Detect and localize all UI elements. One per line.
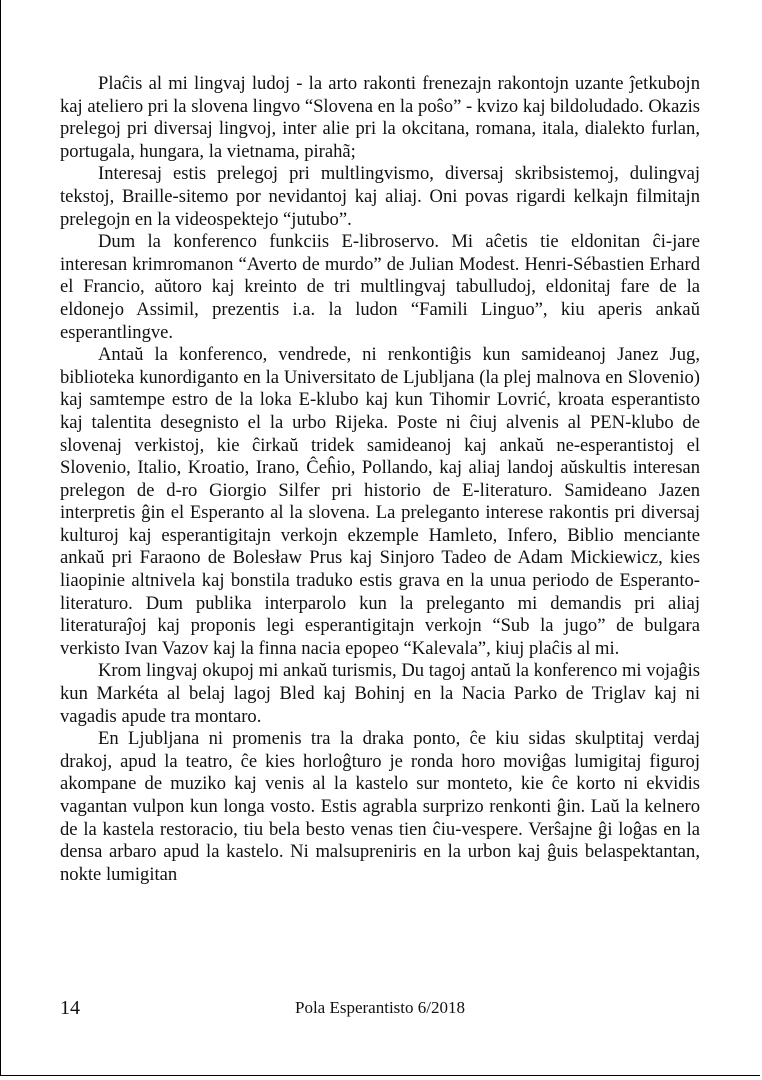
- paragraph-languages: Plaĉis al mi lingvaj ludoj - la arto rakonti frenezajn rakontojn uzante ĵetkubojn kaj ateliero pri la slovena lingvo “Slovena en la poŝo” - kvizo kaj bildoludado. Okazis prelegoj pri diversaj lingvoj, inter alie pri la okcitana, romana, itala, dialekto furlan, portugala, hungara, la vietnama, pirahã;: [60, 73, 700, 162]
- page-footer: [60, 997, 700, 1021]
- paragraph-pen-club: Antaŭ la konferenco, vendrede, ni renkontiĝis kun samideanoj Janez Jug, biblioteka kunordiganto en la Universitato de Ljubljana (la plej malnova en Slovenio) kaj samtempe estro de la loka E-klubo kaj kun Tihomir Lovrić, kroata esperantisto kaj talentita desegnisto el la urbo Rijeka. Poste ni ĉiuj alvenis al PEN-klubo de slovenaj verkistoj, kie ĉirkaŭ tridek samideanoj kaj ankaŭ ne-esperantistoj el Slovenio, Italio, Kroatio, Irano, Ĉeĥio, Pollando, kaj aliaj landoj aŭskultis interesan prelegon de d-ro Giorgio Silfer pri historio de E-literaturo. Samideano Jazen interpretis ĝin el Esperanto al la slovena. La preleganto interese rakontis pri diversaj kulturoj kaj esperantigitajn verkojn ekzemple Hamleto, Infero, Biblio menciante ankaŭ pri Faraono de Bolesław Prus kaj Sinjoro Tadeo de Adam Mickiewicz, kies liaopinie altnivela kaj bonstila traduko estis grava en la unua periodo de Esperanto-literaturo. Dum publika interparolo kun la preleganto mi demandis pri aliaj literaturaĵoj kaj proponis legi esperantigitajn verkojn “Sub la jugo” de bulgara verkisto Ivan Vazov kaj la finna nacia epopeo “Kalevala”, kiuj plaĉis al mi.: [60, 344, 700, 659]
- paragraph-tourism: Krom lingvaj okupoj mi ankaŭ turismis, Du tagoj antaŭ la konferenco mi vojaĝis kun Markéta al belaj lagoj Bled kaj Bohinj en la Nacia Parko de Triglav kaj ni vagadis apude tra montaro.: [60, 660, 700, 727]
- paragraph-multilingualism: Interesaj estis prelegoj pri multlingvismo, diversaj skribsistemoj, dulingvaj tekstoj, Braille-sitemo por nevidantoj kaj aliaj. Oni povas rigardi kelkajn filmitajn prelegojn en la videospektejo “jutubo”.: [60, 163, 700, 230]
- paragraph-bookservice: Dum la konferenco funkciis E-libroservo. Mi aĉetis tie eldonitan ĉi-jare interesan krimromanon “Averto de murdo” de Julian Modest. Henri-Sébastien Erhard el Francio, aŭtoro kaj kreinto de tri multlingvaj tabulludoj, eldonitaj fare de la eldonejo Assimil, prezentis i.a. la ludon “Famili Linguo”, kiu aperis ankaŭ esperantlingve.: [60, 231, 700, 343]
- paragraph-ljubljana: En Ljubljana ni promenis tra la draka ponto, ĉe kiu sidas skulptitaj verdaj drakoj, apud la teatro, ĉe kies horloĝturo je ronda horo moviĝas lumigitaj figuroj akompane de muziko kaj venis al la kastelo sur monteto, kie ĉe korto ni ekvidis vagantan vulpon kun longa vosto. Estis agrabla surprizo renkonti ĝin. Laŭ la kelnero de la kastela restoracio, tiu bela besto venas tien ĉiu-vespere. Verŝajne ĝi loĝas en la densa arbaro apud la kastelo. Ni malsupreniris en la urbon kaj ĝuis belaspektantan, nokte lumigitan: [60, 728, 700, 885]
- journal-title: Pola Esperantisto 6/2018: [295, 998, 465, 1017]
- article-body: [60, 73, 700, 886]
- page-number: 14: [60, 997, 80, 1019]
